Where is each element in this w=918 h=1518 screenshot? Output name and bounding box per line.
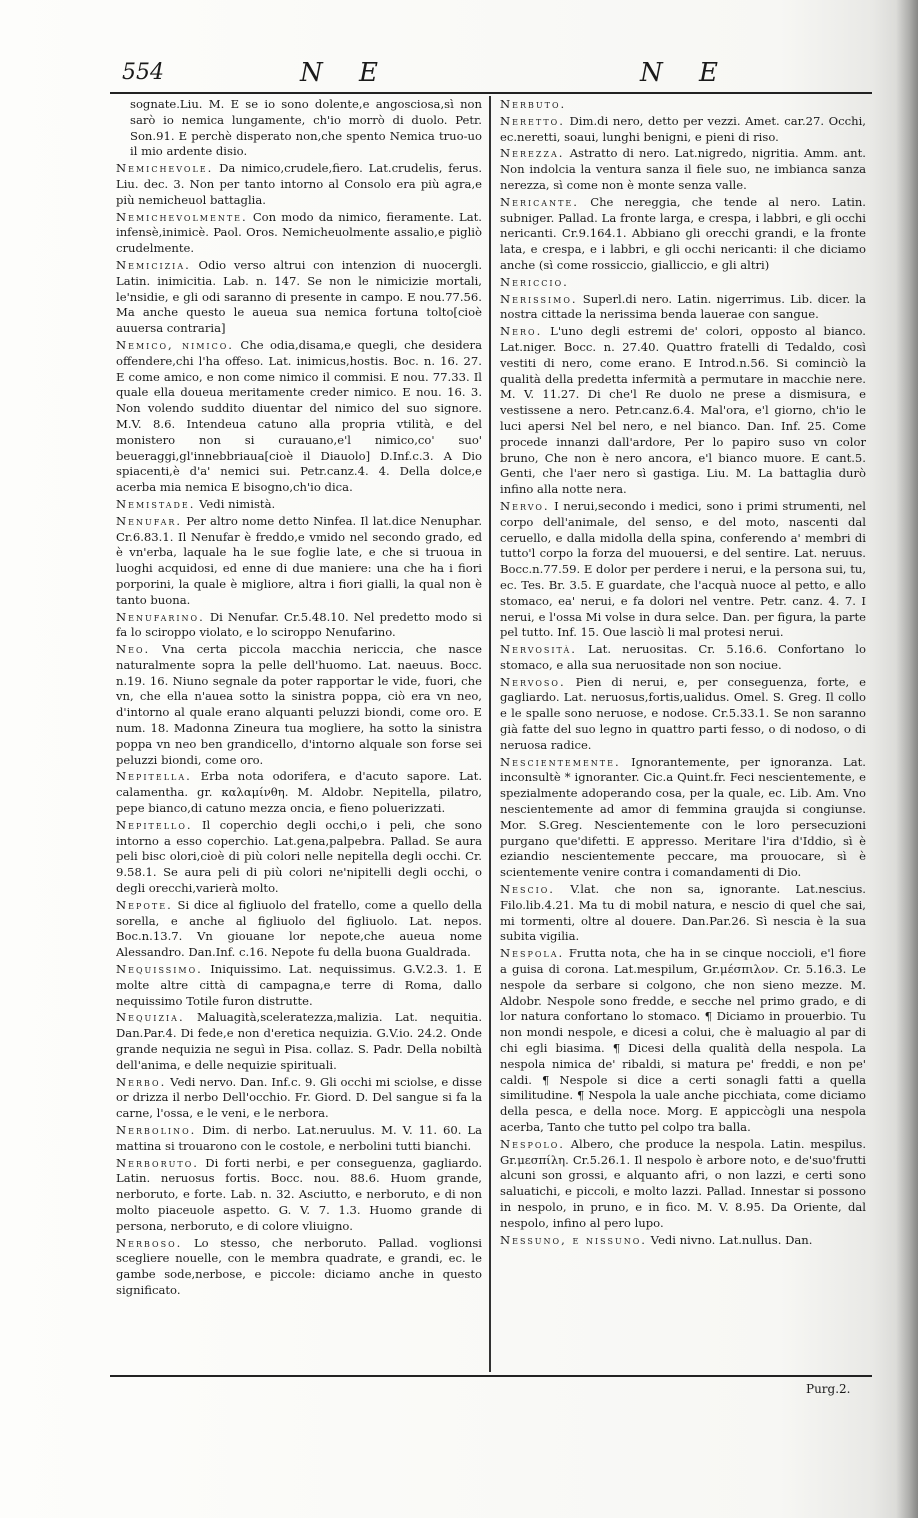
dictionary-entry [116, 1123, 482, 1155]
entry-headword: Nepitella. [116, 769, 192, 784]
dictionary-entry [116, 818, 482, 897]
entry-definition: Vedi nervo. Dan. Inf.c. 9. Gli occhi mi sciolse, e disse or drizza il nerbo Dell'occhio. Fr. Giord. D. Del sangue si fa la carne, l'ossa, e le veni, e le nerbora. [116, 1074, 482, 1121]
dictionary-entry [116, 898, 482, 961]
dictionary-entry [500, 275, 866, 291]
entry-definition: V.lat. che non sa, ignorante. Lat.nescius. Filo.lib.4.21. Ma tu di mobil natura, e nescio di quel che sai, mi tormenti, oltre al douere. Dan.Par.26. Sì nescia è la sua subita vigilia. [500, 882, 866, 944]
entry-headword: Nerissimo. [500, 291, 578, 306]
entry-headword: Nemico, nimico. [116, 337, 234, 352]
entry-headword: Nericante. [500, 194, 579, 209]
entry-headword: Neretto. [500, 113, 565, 128]
entry-definition: Dim.di nero, detto per vezzi. Amet. car.27. Occhi, ec.neretti, soaui, lunghi benigni, e pieni di riso. [500, 113, 866, 144]
entry-definition: Maluagità,sceleratezza,malizia. Lat. nequitia. Dan.Par.4. Di fede,e non d'eretica nequizia. G.V.io. 24.2. Onde grande nequizia ne seguì in Pisa. collaz. S. Padr. Della nobiltà dell'anima, e delle nequizie spirituali. [116, 1010, 482, 1072]
header-letters-right: N E [640, 58, 732, 88]
dictionary-entry [116, 769, 482, 816]
entry-headword: Nenufar. [116, 513, 183, 528]
left-column [116, 97, 482, 1367]
entry-definition: Vedi nimistà. [199, 496, 276, 511]
dictionary-entry [116, 258, 482, 337]
entry-headword: Nemistade. [116, 496, 196, 511]
dictionary-entry [500, 642, 866, 674]
dictionary-entry [116, 497, 482, 513]
entry-definition: Di forti nerbi, e per conseguenza, gagliardo. Latin. neruosus fortis. Bocc. nou. 88.6. Huom grande, nerboruto, e forte. Lab. n. 32. Asciutto, e nerboruto, e di non molto piaceuole aspetto. G. V. 7. 1.3. Huomo grande di persona, nerboruto, e di colore vliuigno. [116, 1155, 482, 1233]
entry-headword: Nepote. [116, 897, 173, 912]
dictionary-entry [116, 97, 482, 160]
entry-definition: Astratto di nero. Lat.nigredo, nigritia. Amm. ant. Non indolcia la ventura sanza il fiele suo, ne imbianca sanza nerezza, sì come non è monte senza valle. [500, 146, 866, 192]
entry-definition: Il coperchio degli occhi,o i peli, che sono intorno a esso coperchio. Lat.gena,palpebra. Pallad. Se aura peli bisc olori,cioè di più colori nelle nepitella degli occhi. Cr. 9.58.1. Se aura peli di più colori ne'nipitelli degli occhi, o degli orecchi,varierà molto. [116, 817, 482, 896]
dictionary-entry [116, 210, 482, 257]
entry-headword: Nespolo. [500, 1136, 565, 1151]
entry-headword: Nenufarino. [116, 609, 205, 624]
entry-headword: Nemicizia. [116, 257, 191, 272]
entry-definition: Iniquissimo. Lat. nequissimus. G.V.2.3. 1. E molte altre città di campagna,e terre di Roma, dallo nequissimo Totile furon distrutte. [116, 962, 482, 1008]
entry-definition: Con modo da nimico, fieramente. Lat. infensè,inimicè. Paol. Oros. Nemicheuolmente assalio,e pigliò crudelmente. [116, 209, 482, 256]
dictionary-entry [116, 1156, 482, 1235]
dictionary-entry [116, 161, 482, 208]
entry-definition: Di Nenufar. Cr.5.48.10. Nel predetto modo si fa lo sciroppo violato, e lo sciroppo Nenufarino. [116, 609, 482, 640]
page-number: 554 [122, 60, 164, 85]
catchword: Purg.2. [806, 1382, 851, 1396]
dictionary-entry [500, 675, 866, 754]
page-edge-shadow [896, 0, 918, 1518]
entry-definition: Da nimico,crudele,fiero. Lat.crudelis, ferus. Liu. dec. 3. Non per tanto intorno al Consolo era più agra,e più nemicheuol battaglia. [116, 161, 482, 207]
entry-definition: sognate.Liu. M. E se io sono dolente,e angosciosa,sì non sarò io nemica lungamente, ch'io morrò di duolo. Petr. Son.91. E perchè disperato non,che spento Nemica truo-uo il mio ardente disio. [130, 97, 482, 159]
dictionary-entry [500, 882, 866, 945]
dictionary-entry [500, 499, 866, 641]
entry-headword: Nequizia. [116, 1010, 185, 1025]
entry-headword: Nerbo. [116, 1074, 167, 1089]
entry-definition: Per altro nome detto Ninfea. Il lat.dice Nenuphar. Cr.6.83.1. Il Nenufar è freddo,e vmido nel secondo grado, ed è vn'erba, laquale ha le sue foglie late, e che si truoua in luoghi acquidosi, ed enne di due maniere: una che ha i fiori porporini, la quale è migliore, altra i fiori gialli, la qual non è tanto buona. [116, 513, 482, 607]
entry-headword: Nescio. [500, 882, 555, 897]
entry-definition: Pien di nerui, e, per conseguenza, forte, e gagliardo. Lat. neruosus,fortis,ualidus. Omel. S. Greg. Il collo e le spalle sono neruose, e nodose. Cr.5.33.1. Se non saranno già fatte del suo legno in quattro parti fesso, o di nodoso, o di neruosa radice. [500, 674, 866, 752]
entry-headword: Nerezza. [500, 146, 565, 161]
dictionary-entry [116, 1010, 482, 1073]
dictionary-entry [500, 324, 866, 498]
entry-definition: Lat. neruositas. Cr. 5.16.6. Confortano lo stomaco, e alla sua neruositade non son nociue. [500, 642, 866, 672]
dictionary-entry [116, 338, 482, 496]
right-column [500, 97, 866, 1367]
entry-definition: Vna certa piccola macchia nericcia, che nasce naturalmente sopra la pelle dell'huomo. Lat. naeuus. Bocc. n.19. 16. Niuno segnale da poter rapportar le vide, fuori, che vn, che ella n'auea sotto la sinistra poppa, ciò era vn neo, d'intorno al quale erano alquanti peluzzi biondi, come oro. E num. 18. Madonna Zineura tua mogliere, ha sotto la sinistra poppa vn neo ben grandicello, d'intorno alquale son forse sei peluzzi biondi, come oro. [116, 642, 482, 767]
dictionary-entry [500, 114, 866, 146]
entry-definition: Si dice al figliuolo del fratello, come a quello della sorella, e anche al figliuolo del figliuolo. Lat. nepos. Boc.n.13.7. Vn giouane lor nepote,che aueua nome Alessandro. Dan.Inf. c.16. Nepote fu della buona Gualdrada. [116, 897, 482, 960]
entry-definition: Lo stesso, che nerboruto. Pallad. voglionsi scegliere nouelle, con le membra quadrate, e grandi, ec. le gambe sode,nerbose, e piccole: diciamo anche in questo significato. [116, 1235, 482, 1297]
entry-headword: Nerboso. [116, 1235, 183, 1250]
dictionary-entry [116, 514, 482, 609]
entry-definition: I nerui,secondo i medici, sono i primi strumenti, nel corpo dell'animale, del senso, e del moto, nascenti dal ceruello, e dalla midolla della spina, conferendo a' membri di tutto'l corpo la forza del muouersi, e del sentire. Lat. neruus. Bocc.n.77.59. E dolor per perdere i nerui, e la persona sui, tu, ec. Tes. Br. 3.5. E guardate, che l'acquà nuoce al petto, e allo stomaco, ea' nerui, e fa dolori nel ventre. Petr. canz. 4. 7. I nerui, e l'ossa Mi volse in dura selce. Dan. per figura, la parte pel tutto. Inf. 15. Oue lasciò li mal protesi nerui. [500, 498, 866, 640]
entry-definition: Dim. di nerbo. Lat.neruulus. M. V. 11. 60. La mattina si trouarono con le costole, e nerbolini tutti bianchi. [116, 1123, 482, 1153]
entry-headword: Nericcio. [500, 274, 569, 289]
dictionary-entry [500, 1233, 866, 1249]
entry-headword: Nessuno, e nissuno. [500, 1232, 647, 1247]
entry-headword: Nespola. [500, 946, 565, 961]
dictionary-entry [500, 97, 866, 113]
entry-headword: Nemichevole. [116, 161, 214, 176]
entry-headword: Nerboruto. [116, 1155, 199, 1170]
dictionary-entry [116, 1236, 482, 1299]
dictionary-entry [116, 610, 482, 642]
entry-definition: Erba nota odorifera, e d'acuto sapore. Lat. calamentha. gr. καλαμίνθη. M. Aldobr. Nepitella, pilatro, pepe bianco,di catuno mezza oncia, e fieno poluerizzati. [116, 769, 482, 816]
entry-headword: Nepitello. [116, 817, 193, 832]
entry-headword: Nervo. [500, 498, 550, 513]
entry-definition: Ignorantemente, per ignoranza. Lat. inconsultè * ignoranter. Cic.a Quint.fr. Feci nescientemente, e spezialmente adoperando cosa, per la quale, ec. Lib. Am. Vno nescientemente ad amor di femmina graujda si congiunse. Mor. S.Greg. Nescientemente con le loro persecuzioni purgano que'difetti. E appresso. Meritare l'ira d'Iddio, sì è eziandio nescientemente peccare, ma prouocare, sì è scientemente venire contra i comandamenti di Dio. [500, 754, 866, 880]
entry-definition: L'uno degli estremi de' colori, opposto al bianco. Lat.niger. Bocc. n. 27.40. Quattro fratelli di Tedaldo, così vestiti di nero, come erano. E Introd.n.56. Si cominciò la qualità della predetta infermità a permutare in macchie nere. M. V. 11.27. Di che'l Re duolo ne prese a dismisura, e vestissene a nero. Petr.canz.6.4. Mal'ora, e'l giorno, ch'io le luci apersi Nel bel nero, e nel bianco. Dan. Inf. 25. Come procede innanzi dall'ardore, Per lo papiro suso vn color bruno, Che non è nero ancora, e'l bianco muore. E cant.5. Genti, che l'aer nero sì gastiga. Liu. M. La battaglia durò infino alla notte nera. [500, 324, 866, 497]
entry-headword: Nequissimo. [116, 962, 203, 977]
dictionary-entry [500, 946, 866, 1136]
dictionary-entry [500, 195, 866, 274]
dictionary-entry [500, 292, 866, 324]
entry-definition: Che odia,disama,e quegli, che desidera offendere,chi l'ha offeso. Lat. inimicus,hostis. Boc. n. 16. 27. E come amico, e non come nimico il commisi. E nou. 77.33. Il quale ella doueua meritamente creder nimico. E nou. 16. 3. Non volendo suddito diuentar del nimico del suo signore. M.V. 8.6. Intendeua catuno alla propria vtilità, e del monistero non si curauano,e'l nimico,co' suo' beueraggi,gl'innebbriaua[cioè il Diauolo] D.Inf.c.3. A Dio spiacenti,è d'a' nemici sui. Petr.canz.4. 4. Della dolce,e acerba mia nemica E bisogno,ch'io dica. [116, 337, 482, 495]
entry-headword: Nerbuto. [500, 97, 567, 111]
entry-headword: Nerbolino. [116, 1123, 197, 1137]
dictionary-entry [116, 1075, 482, 1122]
entry-definition: Vedi nivno. Lat.nullus. Dan. [650, 1232, 813, 1247]
column-divider [489, 96, 491, 1372]
dictionary-entry [116, 962, 482, 1009]
entry-headword: Nescientemente. [500, 754, 621, 769]
entry-headword: Neo. [116, 642, 151, 657]
top-rule [110, 92, 872, 94]
running-header [110, 58, 870, 90]
header-letters-left: N E [300, 58, 392, 88]
entry-headword: Nervosità. [500, 642, 577, 657]
entry-definition: Odio verso altrui con intenzion di nuocergli. Latin. inimicitia. Lab. n. 147. Se non le nimicizie mortali, le'nsidie, e gli odi saranno di presente in campo. E nou.77.56. Ma anche questo le aueua sua nemica fortuna tolto[cioè auuersa contraria] [116, 257, 482, 336]
entry-headword: Nemichevolmente. [116, 209, 248, 224]
entry-headword: Nervoso. [500, 674, 566, 689]
entry-headword: Nero. [500, 324, 543, 339]
entry-definition: Frutta nota, che ha in se cinque noccioli, e'l fiore a guisa di corona. Lat.mespilum, Gr.μέσπιλον. Cr. 5.16.3. Le nespole da serbare si colgono, che non sieno mezze. M. Aldobr. Nespole sono fredde, e secche nel primo grado, e di lor natura confortano lo stomaco. ¶ Diciamo in prouerbio. Tu non mondi nespole, e dicesi a colui, che è maluagio al par di chi egli biasima. ¶ Dicesi della qualità della nespola. La nespola nimica de' ribaldi, si matura pe' freddi, e non pe' caldi. ¶ Nespole si dice a certi sonagli fatti a quella similitudine. ¶ Nespola la uale anche picchiata, come diciamo della pesca, e della noce. Morg. E appiccògli una nespola acerba, Tanto che tutto pel colpo tra balla. [500, 946, 866, 1134]
entry-definition: Superl.di nero. Latin. nigerrimus. Lib. dicer. la nostra cittade la nerissima benda lauerae con sangue. [500, 291, 866, 322]
entry-definition: Albero, che produce la nespola. Latin. mespilus. Gr.μεσπίλη. Cr.5.26.1. Il nespolo è arbore noto, e de'suo'frutti alcuni son grossi, e alquanto afri, o non lazzi, e certi sono saluatichi, e piccoli, e molto lazzi. Pallad. Innestar si possono in nespolo, in pruno, e in fico. M. V. 8.95. Da Oriente, dal nespolo, infino al pero lupo. [500, 1136, 866, 1230]
bottom-rule [110, 1375, 872, 1377]
dictionary-entry [500, 146, 866, 193]
dictionary-entry [500, 755, 866, 881]
entry-definition: Che nereggia, che tende al nero. Latin. subniger. Pallad. La fronte larga, e crespa, i labbri, e gli occhi nericanti. Cr.9.164.1. Abbiano gli orecchi grandi, e la fronte lata, e crespa, e i labbri, e gli occhi nericanti: il che diciamo anche (sì come rossiccio, gialliccio, e gli altri) [500, 194, 866, 272]
dictionary-entry [500, 1137, 866, 1232]
dictionary-entry [116, 642, 482, 768]
